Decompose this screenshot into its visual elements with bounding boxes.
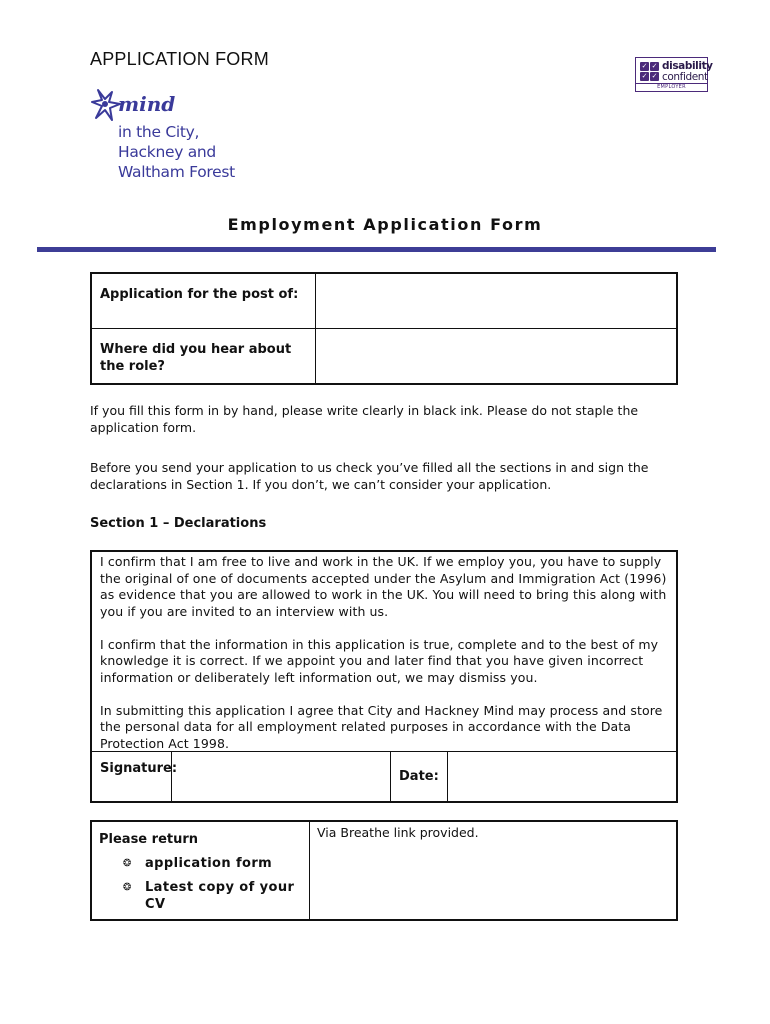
signature-label: Signature:: [92, 752, 172, 802]
return-method: Via Breathe link provided.: [317, 825, 479, 840]
heading-rule: [37, 247, 716, 252]
bullet-icon: ❂: [123, 858, 132, 869]
logo-line: Waltham Forest: [118, 163, 235, 181]
return-item-label: application form: [145, 856, 273, 871]
return-item-label: Latest copy of your CV: [145, 880, 295, 912]
return-instructions: [92, 822, 310, 919]
logo-tagline: [118, 122, 235, 182]
badge-footer: EMPLOYER: [636, 83, 707, 91]
hear-about-input[interactable]: [315, 328, 677, 384]
signature-field[interactable]: [172, 752, 391, 802]
post-label: Application for the post of:: [91, 273, 315, 328]
job-details-table: [90, 272, 678, 385]
declaration-paragraph: In submitting this application I agree that City and Hackney Mind may process and store the personal data for all employment related purposes in accordance with the Data Protection Act 1998.: [100, 702, 663, 751]
return-heading: Please return: [99, 832, 199, 847]
page-heading: Employment Application Form: [227, 215, 543, 234]
declarations-box: [90, 550, 678, 803]
list-item: [99, 855, 309, 872]
signature-row: [92, 751, 676, 801]
date-field[interactable]: [448, 752, 676, 802]
return-box: [90, 820, 678, 921]
badge-word-disability: disability: [662, 60, 713, 72]
badge-word-confident: confident: [662, 71, 708, 83]
logo-line: Hackney and: [118, 143, 216, 161]
hear-about-label: Where did you hear about the role?: [91, 328, 315, 384]
declaration-paragraph: I confirm that I am free to live and work in the UK. If we employ you, you have to supply the original of one of documents accepted under the Asylum and Immigration Act (1996) as evidence that you are allowed to work in the UK. You will need to bring this along with you if you are invited to an interview with us.: [100, 554, 667, 619]
logo-line: in the City,: [118, 123, 200, 141]
instructions-paragraph: If you fill this form in by hand, please write clearly in black ink. Please do not staple the application form.: [90, 403, 639, 435]
bullet-icon: ❂: [123, 882, 132, 893]
section-heading: Section 1 – Declarations: [90, 516, 267, 531]
form-title: APPLICATION FORM: [90, 49, 269, 69]
logo-word-mind: mind: [118, 92, 176, 116]
declaration-paragraph: I confirm that the information in this application is true, complete and to the best of my knowledge it is correct. If we appoint you and later find that you have given incorrect information or deliberately left information out, we may dismiss you.: [100, 636, 659, 685]
declarations-text: [100, 554, 672, 769]
mind-logo: [88, 88, 258, 188]
list-item: [99, 879, 309, 913]
instructions-paragraph: Before you send your application to us check you’ve filled all the sections in and sign the declarations in Section 1. If you don’t, we can’t consider your application.: [90, 460, 649, 492]
post-input[interactable]: [315, 273, 677, 328]
date-label: Date:: [391, 752, 448, 802]
dc-check-icon: ✓ ✓ ✓ ✓: [641, 62, 658, 80]
disability-confident-badge: [635, 57, 713, 92]
